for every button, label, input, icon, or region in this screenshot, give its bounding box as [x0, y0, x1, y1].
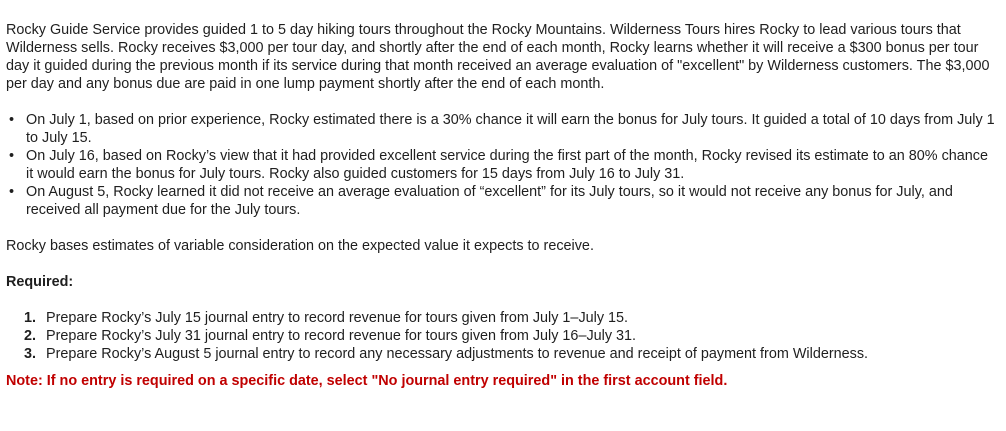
step-text: Prepare Rocky’s July 31 journal entry to record revenue for tours given from July 16–July 31.	[46, 328, 637, 344]
step-number: 3.	[24, 346, 37, 362]
fact-item	[6, 147, 996, 183]
instruction-note: Note: If no entry is required on a specific date, select "No journal entry required" in the first account field.	[6, 373, 728, 389]
required-heading: Required:	[6, 274, 74, 290]
step-number: 1.	[24, 310, 37, 326]
step-text: Prepare Rocky’s July 15 journal entry to record revenue for tours given from July 1–July 15.	[46, 310, 629, 326]
estimate-basis-text: Rocky bases estimates of variable consideration on the expected value it expects to receive.	[6, 238, 594, 254]
bullet-icon: •	[9, 112, 15, 128]
required-step	[24, 309, 1006, 327]
step-number: 2.	[24, 328, 37, 344]
step-text: Prepare Rocky’s August 5 journal entry to record any necessary adjustments to revenue and receipt of payment from Wilderness.	[46, 346, 869, 362]
intro-paragraph: Rocky Guide Service provides guided 1 to 5 day hiking tours throughout the Rocky Mountains. Wilderness Tours hires Rocky to lead various tours that Wilderness sells. Rocky receives $3,000 per tour day, and shortly after the end of each month, Rocky learns whether it will receive a $300 bonus per tour day it guided during the previous month if its service during that month received an average evaluation of "excellent" by Wilderness customers. The $3,000 per day and any bonus due are paid in one lump payment shortly after the end of each month.	[6, 22, 990, 92]
fact-text: On July 1, based on prior experience, Rocky estimated there is a 30% chance it will earn the bonus for July tours. It guided a total of 10 days from July 1 to July 15.	[26, 112, 995, 146]
bullet-icon: •	[9, 148, 15, 164]
required-step	[24, 327, 1006, 345]
fact-item	[6, 111, 996, 147]
fact-text: On August 5, Rocky learned it did not receive an average evaluation of “excellent” for its July tours, so it would not receive any bonus for July, and received all payment due for the July tours.	[26, 184, 953, 218]
facts-list	[6, 111, 1006, 219]
fact-item	[6, 183, 996, 219]
bullet-icon: •	[9, 184, 15, 200]
required-step	[24, 345, 1006, 363]
required-steps-list	[6, 309, 1006, 363]
fact-text: On July 16, based on Rocky’s view that it had provided excellent service during the first part of the month, Rocky revised its estimate to an 80% chance it would earn the bonus for July tours. Rocky also guided customers for 15 days from July 16 to July 31.	[26, 148, 989, 182]
